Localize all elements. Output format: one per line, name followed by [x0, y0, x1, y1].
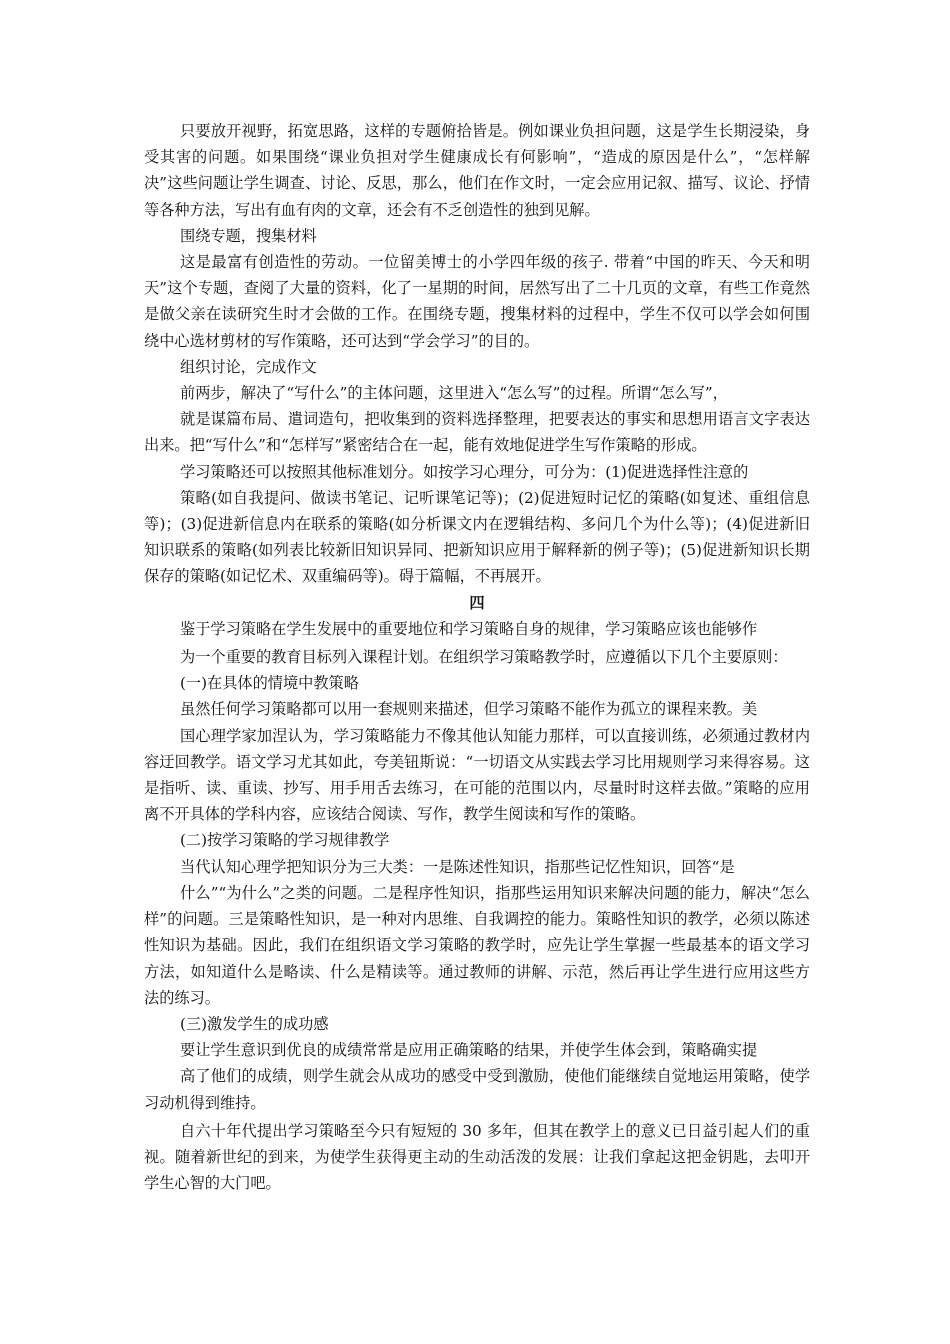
body-paragraph: 为一个重要的教育目标列入课程计划。在组织学习策略教学时，应遵循以下几个主要原则：: [180, 648, 788, 667]
body-paragraph: 只要放开视野，拓宽思路，这样的专题俯拾皆是。例如课业负担问题，这是学生长期浸染，身受其害的问题。如果围绕“课业负担对学生健康成长有何影响”，“造成的原因是什么”，“怎样解决”这些问题让学生调查、讨论、反思，那么，他们在作文时，一定会应用记叙、描写、议论、抒情等各种方法，写出有血有肉的文章，还会有不乏创造性的独到见解。: [144, 122, 810, 219]
section-number-heading: 四: [469, 593, 485, 612]
body-paragraph: 自六十年代提出学习策略至今只有短短的 30 多年，但其在教学上的意义已日益引起人们的重视。随着新世纪的到来，为使学生获得更主动的生动活泼的发展：让我们拿起这把金钥匙，去叩开学生心智的大门吧。: [144, 1121, 810, 1193]
body-paragraph: 要让学生意识到优良的成绩常常是应用正确策略的结果，并使学生体会到，策略确实提: [180, 1041, 758, 1060]
body-paragraph: 学习策略还可以按照其他标准划分。如按学习心理分，可分为：(1)促进选择性注意的: [180, 462, 749, 481]
body-paragraph: 鉴于学习策略在学生发展中的重要地位和学习策略自身的规律，学习策略应该也能够作: [180, 619, 758, 638]
section-heading: 组织讨论，完成作文: [180, 357, 317, 376]
document-body: [144, 118, 810, 1196]
body-paragraph: 前两步，解决了“写什么”的主体问题，这里进入“怎么写”的过程。所谓“怎么写”，: [180, 384, 728, 403]
body-paragraph: 虽然任何学习策略都可以用一套规则来描述，但学习策略不能作为孤立的课程来教。美: [180, 700, 758, 719]
body-paragraph: 就是谋篇布局、遣词造句，把收集到的资料选择整理，把要表达的事实和思想用语言文字表达出来。把“写什么”和“怎样写”紧密结合在一起，能有效地促进学生写作策略的形成。: [144, 410, 810, 455]
body-paragraph: 国心理学家加涅认为，学习策略能力不像其他认知能力那样，可以直接训练，必须通过教材内容迂回教学。语文学习尤其如此，夸美钮斯说：“一切语文从实践去学习比用规则学习来得容易。这是指听、读、重读、抄写、用手用舌去练习，在可能的范围以内，尽量时时这样去做。”策略的应用离不开具体的学科内容，应该结合阅读、写作，教学生阅读和写作的策略。: [144, 726, 810, 824]
body-paragraph: 这是最富有创造性的劳动。一位留美博士的小学四年级的孩子. 带着“中国的昨天、今天和明天”这个专题，查阅了大量的资料，化了一星期的时间，居然写出了二十几页的文章，有些工作竟然是做父亲在读研究生时才会做的工作。在围绕专题，搜集材料的过程中，学生不仅可以学会如何围绕中心选材剪材的写作策略，还可达到“学会学习”的目的。: [144, 253, 810, 350]
body-paragraph: 高了他们的成绩，则学生就会从成功的感受中受到激励，使他们能继续自觉地运用策略，使学习动机得到维持。: [144, 1067, 810, 1112]
body-paragraph: 策略(如自我提问、做读书笔记、记听课笔记等)；(2)促进短时记忆的策略(如复述、重组信息等)；(3)促进新信息内在联系的策略(如分析课文内在逻辑结构、多问几个为什么等)；(4)促进新旧知识联系的策略(如列表比较新旧知识异同、把新知识应用于解释新的例子等)；(5)促进新知识长期保存的策略(如记忆术、双重编码等)。碍于篇幅，不再展开。: [144, 488, 810, 586]
body-paragraph: 当代认知心理学把知识分为三大类：一是陈述性知识，指那些记忆性知识，回答“是: [180, 857, 735, 876]
section-heading: 围绕专题，搜集材料: [180, 226, 317, 245]
body-paragraph: 什么”“为什么”之类的问题。二是程序性知识，指那些运用知识来解决问题的能力，解决“怎么样”的问题。三是策略性知识，是一种对内思维、自我调控的能力。策略性知识的教学，必须以陈述性知识为基础。因此，我们在组织语文学习策略的教学时，应先让学生掌握一些最基本的语文学习方法，如知道什么是略读、什么是精读等。通过教师的讲解、示范，然后再让学生进行应用这些方法的练习。: [144, 883, 810, 1007]
section-heading: (一)在具体的情境中教策略: [180, 674, 359, 693]
section-heading: (二)按学习策略的学习规律教学: [180, 831, 390, 850]
section-heading: (三)激发学生的成功感: [180, 1014, 329, 1033]
